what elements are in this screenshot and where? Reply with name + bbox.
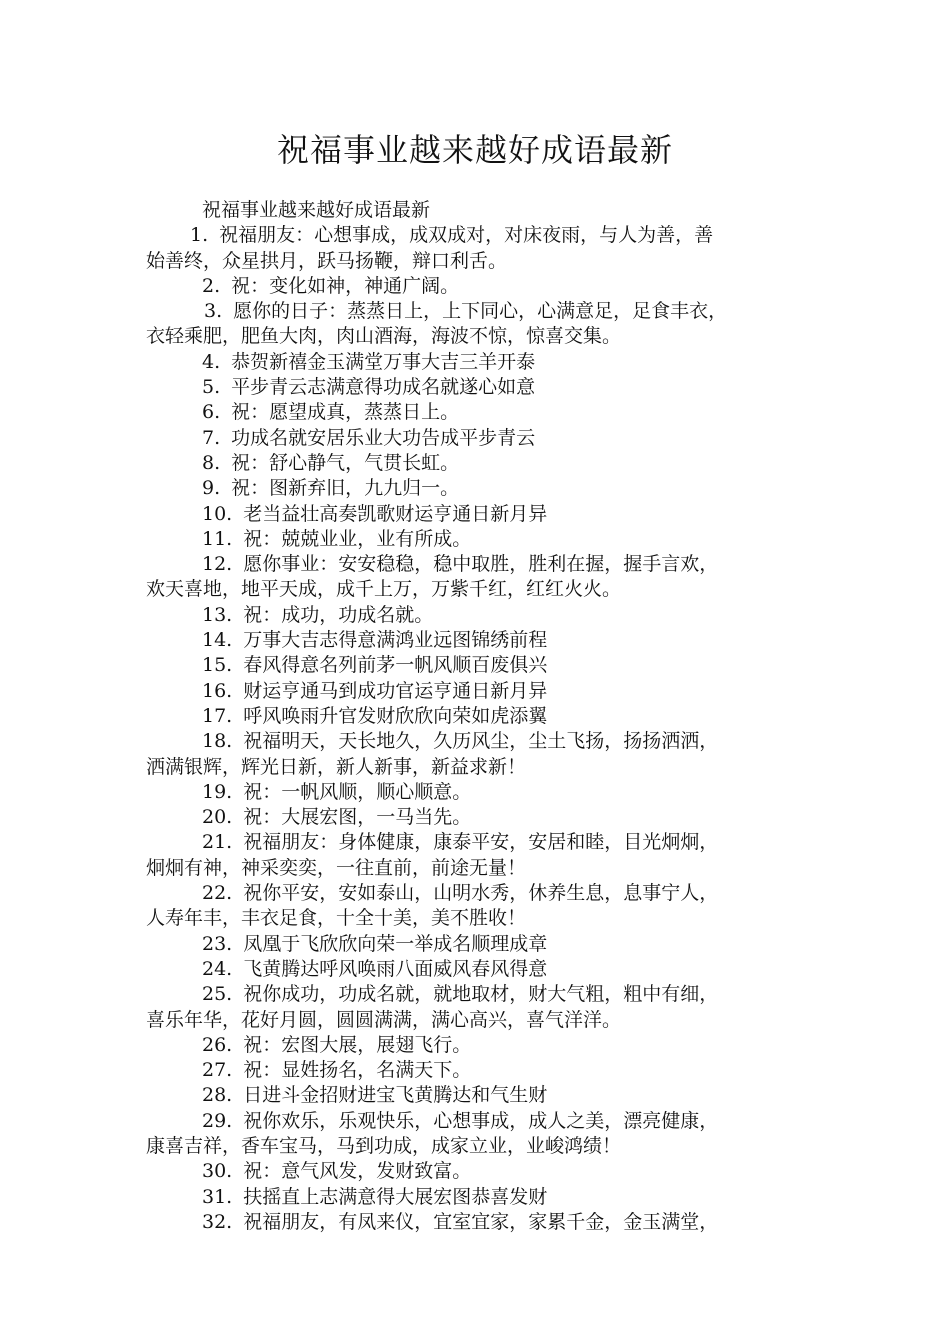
list-item-line bbox=[146, 400, 812, 425]
list-item bbox=[146, 299, 812, 350]
list-item-line bbox=[146, 552, 812, 577]
list-item-text: 老当益壮高奏凯歌财运亨通日新月异 bbox=[243, 502, 548, 525]
list-item-line bbox=[146, 881, 812, 906]
list-item-line bbox=[146, 476, 812, 501]
list-item-line bbox=[146, 628, 812, 653]
list-item bbox=[146, 1033, 812, 1058]
list-item-number: 8. bbox=[202, 451, 221, 474]
list-item-line bbox=[146, 780, 812, 805]
list-item bbox=[146, 1185, 812, 1210]
list-item-number: 19. bbox=[202, 780, 233, 803]
list-item-text: 恭贺新禧金玉满堂万事大吉三羊开泰 bbox=[231, 350, 536, 373]
list-item-line bbox=[146, 451, 812, 476]
list-item-continuation: 人寿年丰，丰衣足食，十全十美，美不胜收！ bbox=[146, 907, 527, 930]
list-item bbox=[146, 527, 812, 552]
list-item-line bbox=[146, 1109, 812, 1134]
list-item bbox=[146, 552, 812, 603]
list-item bbox=[146, 476, 812, 501]
list-item-continuation: 衣轻乘肥，肥鱼大肉，肉山酒海，海波不惊，惊喜交集。 bbox=[146, 325, 622, 348]
list-item-text: 祝：成功，功成名就。 bbox=[243, 603, 434, 626]
list-item bbox=[146, 628, 812, 653]
list-item bbox=[146, 679, 812, 704]
list-item-line bbox=[146, 653, 812, 678]
list-item-text: 祝你成功，功成名就，就地取材，财大气粗，粗中有细， bbox=[243, 983, 719, 1006]
list-item-number: 29. bbox=[202, 1109, 233, 1132]
list-item-line bbox=[146, 375, 812, 400]
list-item bbox=[146, 830, 812, 881]
list-item-text: 祝：显姓扬名，名满天下。 bbox=[243, 1059, 472, 1082]
list-item-text: 祝福朋友：身体健康，康泰平安，安居和睦，目光炯炯， bbox=[243, 831, 719, 854]
list-item bbox=[146, 1058, 812, 1083]
list-item-line bbox=[146, 274, 812, 299]
list-item-number: 30. bbox=[202, 1160, 233, 1183]
list-item-line bbox=[146, 603, 812, 628]
list-item-line bbox=[146, 1083, 812, 1108]
list-item-line bbox=[146, 957, 812, 982]
list-item-text: 祝：大展宏图，一马当先。 bbox=[243, 806, 472, 829]
list-item bbox=[146, 957, 812, 982]
list-item-number: 28. bbox=[202, 1084, 233, 1107]
list-item-number: 1. bbox=[190, 224, 209, 247]
list-item-number: 6. bbox=[202, 401, 221, 424]
list-item-number: 31. bbox=[202, 1185, 233, 1208]
list-item-line bbox=[146, 805, 812, 830]
list-item bbox=[146, 805, 812, 830]
list-item bbox=[146, 400, 812, 425]
list-item-number: 12. bbox=[202, 553, 233, 576]
list-item-text: 祝：意气风发，发财致富。 bbox=[243, 1160, 472, 1183]
list-item-number: 18. bbox=[202, 730, 233, 753]
list-item-line bbox=[146, 982, 812, 1007]
list-item-number: 22. bbox=[202, 882, 233, 905]
list-item-text: 日进斗金招财进宝飞黄腾达和气生财 bbox=[243, 1084, 548, 1107]
list-item-text: 祝：愿望成真，蒸蒸日上。 bbox=[231, 401, 460, 424]
list-item bbox=[146, 932, 812, 957]
list-item bbox=[146, 653, 812, 678]
list-item-number: 25. bbox=[202, 983, 233, 1006]
list-item bbox=[146, 274, 812, 299]
list-item-text: 祝：一帆风顺，顺心顺意。 bbox=[243, 780, 472, 803]
list-item-number: 4. bbox=[202, 350, 221, 373]
list-item-continuation: 喜乐年华，花好月圆，圆圆满满，满心高兴，喜气洋洋。 bbox=[146, 1008, 622, 1031]
list-item-text: 呼风唤雨升官发财欣欣向荣如虎添翼 bbox=[243, 704, 548, 727]
list-item-number: 32. bbox=[202, 1210, 233, 1233]
list-item bbox=[146, 426, 812, 451]
list-item-line bbox=[146, 1210, 812, 1235]
list-item bbox=[146, 1109, 812, 1160]
list-item-line bbox=[146, 830, 812, 855]
list-item-number: 7. bbox=[202, 426, 221, 449]
list-item-text: 祝福朋友，有凤来仪，宜室宜家，家累千金，金玉满堂， bbox=[243, 1210, 719, 1233]
list-item bbox=[146, 881, 812, 932]
list-item-line bbox=[146, 426, 812, 451]
list-item-text: 万事大吉志得意满鸿业远图锦绣前程 bbox=[243, 629, 548, 652]
list-item-text: 春风得意名列前茅一帆风顺百废俱兴 bbox=[243, 654, 548, 677]
list-item-line bbox=[146, 679, 812, 704]
list-item-number: 5. bbox=[202, 376, 221, 399]
blessing-list bbox=[146, 223, 812, 1235]
list-item-line bbox=[146, 704, 812, 729]
list-item-line bbox=[146, 1159, 812, 1184]
list-item-text: 祝：变化如神，神通广阔。 bbox=[231, 274, 460, 297]
list-item-text: 平步青云志满意得功成名就遂心如意 bbox=[231, 376, 536, 399]
list-item-text: 功成名就安居乐业大功告成平步青云 bbox=[231, 426, 536, 449]
list-item-text: 扶摇直上志满意得大展宏图恭喜发财 bbox=[243, 1185, 548, 1208]
document-body bbox=[146, 198, 812, 1235]
list-item bbox=[146, 704, 812, 729]
list-item-number: 14. bbox=[202, 629, 233, 652]
document-subtitle: 祝福事业越来越好成语最新 bbox=[202, 199, 431, 221]
list-item bbox=[146, 451, 812, 476]
list-item-continuation: 始善终，众星拱月，跃马扬鞭，辩口利舌。 bbox=[146, 249, 508, 272]
list-item-number: 26. bbox=[202, 1033, 233, 1056]
document-title: 祝福事业越来越好成语最新 bbox=[276, 131, 673, 169]
list-item bbox=[146, 1210, 812, 1235]
list-item-number: 23. bbox=[202, 932, 233, 955]
list-item-text: 祝：兢兢业业，业有所成。 bbox=[243, 527, 472, 550]
list-item-number: 11. bbox=[202, 527, 233, 550]
list-item-number: 21. bbox=[202, 831, 233, 854]
list-item-text: 祝：图新弃旧，九九归一。 bbox=[231, 477, 460, 500]
list-item-continuation: 欢天喜地，地平天成，成千上万，万紫千红，红红火火。 bbox=[146, 578, 622, 601]
list-item-line bbox=[146, 1185, 812, 1210]
list-item-line bbox=[146, 223, 812, 248]
list-item-line bbox=[146, 1033, 812, 1058]
list-item-line bbox=[146, 350, 812, 375]
list-item-number: 10. bbox=[202, 502, 233, 525]
list-item-number: 9. bbox=[202, 477, 221, 500]
list-item-line bbox=[146, 527, 812, 552]
list-item-line bbox=[146, 932, 812, 957]
list-item-number: 27. bbox=[202, 1059, 233, 1082]
list-item bbox=[146, 502, 812, 527]
list-item-text: 凤凰于飞欣欣向荣一举成名顺理成章 bbox=[243, 932, 548, 955]
list-item-line bbox=[146, 1058, 812, 1083]
list-item-continuation: 康喜吉祥，香车宝马，马到功成，成家立业，业峻鸿绩！ bbox=[146, 1134, 622, 1157]
list-item bbox=[146, 729, 812, 780]
list-item-text: 祝你平安，安如泰山，山明水秀，休养生息，息事宁人， bbox=[243, 882, 719, 905]
list-item bbox=[146, 780, 812, 805]
list-item bbox=[146, 375, 812, 400]
list-item-text: 祝福明天，天长地久，久历风尘，尘土飞扬，扬扬洒洒， bbox=[243, 730, 719, 753]
list-item-number: 20. bbox=[202, 806, 233, 829]
list-item-text: 愿你事业：安安稳稳，稳中取胜，胜利在握，握手言欢， bbox=[243, 553, 719, 576]
list-item-text: 祝：宏图大展，展翅飞行。 bbox=[243, 1033, 472, 1056]
list-item bbox=[146, 223, 812, 274]
list-item-number: 13. bbox=[202, 603, 233, 626]
list-item-line bbox=[146, 729, 812, 754]
list-item bbox=[146, 350, 812, 375]
list-item-text: 祝福朋友：心想事成，成双成对，对床夜雨，与人为善，善 bbox=[219, 224, 714, 247]
list-item bbox=[146, 1083, 812, 1108]
list-item-text: 祝：舒心静气，气贯长虹。 bbox=[231, 451, 460, 474]
list-item-continuation: 炯炯有神，神采奕奕，一往直前，前途无量！ bbox=[146, 856, 527, 879]
list-item-number: 24. bbox=[202, 957, 233, 980]
list-item-number: 3. bbox=[204, 300, 223, 323]
list-item-text: 飞黄腾达呼风唤雨八面威风春风得意 bbox=[243, 957, 548, 980]
list-item-number: 17. bbox=[202, 704, 233, 727]
list-item-number: 15. bbox=[202, 654, 233, 677]
list-item bbox=[146, 603, 812, 628]
list-item-text: 愿你的日子：蒸蒸日上，上下同心，心满意足，足食丰衣， bbox=[233, 300, 728, 323]
list-item-text: 祝你欢乐，乐观快乐，心想事成，成人之美，漂亮健康， bbox=[243, 1109, 719, 1132]
list-item-line bbox=[146, 502, 812, 527]
list-item bbox=[146, 982, 812, 1033]
list-item-text: 财运亨通马到成功官运亨通日新月异 bbox=[243, 679, 548, 702]
list-item bbox=[146, 1159, 812, 1184]
list-item-continuation: 洒满银辉，辉光日新，新人新事，新益求新！ bbox=[146, 755, 527, 778]
list-item-line bbox=[146, 299, 812, 324]
list-item-number: 16. bbox=[202, 679, 233, 702]
list-item-number: 2. bbox=[202, 274, 221, 297]
